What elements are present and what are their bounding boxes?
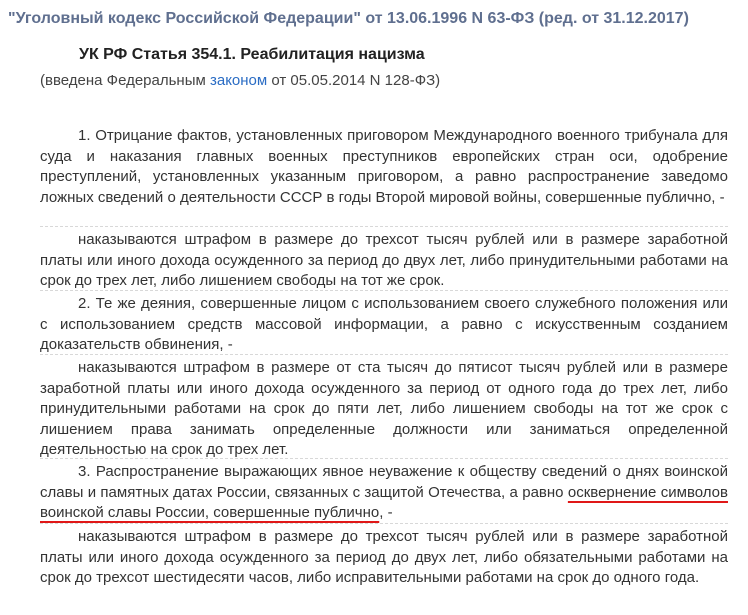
- divider: [40, 354, 728, 355]
- article-intro: [40, 72, 440, 89]
- paragraph-3: [40, 462, 728, 524]
- intro-text-before: (введена Федеральным: [40, 72, 210, 89]
- paragraph-3-end: , -: [379, 504, 393, 521]
- paragraph-2-penalty: наказываются штрафом в размере от ста тысяч до пятисот тысяч рублей или в размере заработной платы или иного дохода осужденного за период от одного года до трех лет, либо принудительными работами на срок до пяти лет, либо лишением свободы на тот же срок с лишением права занимать определенные должности или заниматься определенной деятельностью на срок до трех лет.: [40, 359, 728, 458]
- paragraph-3-penalty: наказываются штрафом в размере до трехсот тысяч рублей или в размере заработной платы или иного дохода осужденного за период до двух лет, либо обязательными работами на срок до трехсот шестидесяти часов, либо исправительными работами на срок до одного года.: [40, 528, 728, 586]
- paragraph-1-penalty: наказываются штрафом в размере до трехсот тысяч рублей или в размере заработной платы или иного дохода осужденного за период до двух лет, либо принудительными работами на срок до трех лет, либо лишением свободы на тот же срок.: [40, 231, 728, 289]
- law-link[interactable]: законом: [209, 72, 268, 89]
- intro-text-after: от 05.05.2014 N 128-ФЗ): [267, 72, 441, 89]
- paragraph-3-start: 3. Распространение выражающих явное неуважение к обществу сведений о днях воинской славы и памятных датах России, связанных с защитой Отечества, а равно: [40, 463, 728, 501]
- article-title: УК РФ Статья 354.1. Реабилитация нацизма: [79, 46, 425, 63]
- divider: [40, 458, 728, 459]
- document-title: "Уголовный кодекс Российской Федерации" от 13.06.1996 N 63-ФЗ (ред. от 31.12.2017): [8, 10, 689, 27]
- divider: [40, 523, 728, 524]
- divider: [40, 290, 728, 291]
- highlighted-phrase: осквернение символов воинской славы России, совершенные публично: [40, 483, 728, 521]
- paragraph-2: 2. Те же деяния, совершенные лицом с использованием своего служебного положения или с использованием средств массовой информации, а равно с искусственным созданием доказательств обвинения, -: [40, 295, 728, 353]
- paragraph-1: 1. Отрицание фактов, установленных приговором Международного военного трибунала для суда и наказания главных военных преступников европейских стран оси, одобрение преступлений, установленных указанным приговором, а равно распространение заведомо ложных сведений о деятельности СССР в годы Второй мировой войны, совершенные публично, -: [40, 127, 728, 206]
- divider: [40, 226, 728, 227]
